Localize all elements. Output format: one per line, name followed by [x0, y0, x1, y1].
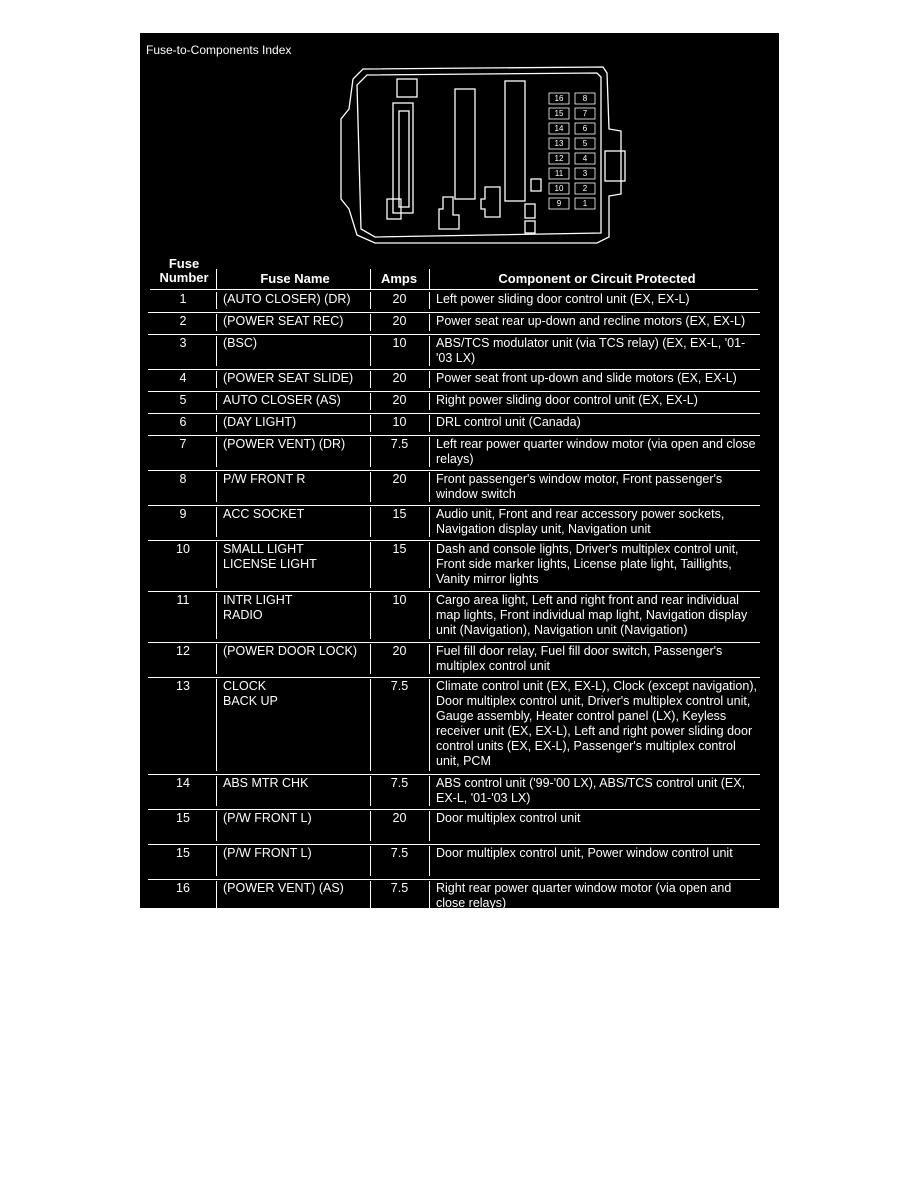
header-fuse-name: Fuse Name: [260, 271, 330, 286]
amps-cell: 10: [370, 593, 428, 639]
header-rule: [150, 289, 758, 290]
table-row: [148, 471, 760, 506]
fuse-slot-label: 16: [554, 94, 564, 103]
table-row: [148, 810, 760, 845]
fuse-slot-label: 2: [582, 184, 588, 193]
header-component: Component or Circuit Protected: [498, 271, 696, 286]
table-row: [148, 880, 760, 923]
component-cell: Climate control unit (EX, EX-L), Clock (except navigation), Door multiplex control unit, Driver's multiplex control unit, Gauge assembly, Heater control panel (LX), Keyless receiver unit (EX, EX-L), Left and right power sliding door control units (EX, EX-L), Passenger's multiplex control unit, PCM: [429, 679, 759, 771]
fuse-number-cell: 16: [176, 881, 190, 895]
table-row: [148, 592, 760, 643]
fuse-slot-label: 14: [554, 124, 564, 133]
table-row: [148, 436, 760, 471]
component-cell: Fuel fill door relay, Fuel fill door switch, Passenger's multiplex control unit: [429, 644, 759, 674]
fuse-number-cell: 7: [179, 437, 187, 451]
fuse-slot-label: 11: [554, 169, 564, 178]
component-cell: DRL control unit (Canada): [429, 415, 759, 432]
fuse-number-cell: 4: [179, 371, 187, 385]
fuse-name-cell: (DAY LIGHT): [216, 415, 368, 432]
component-cell: ABS/TCS modulator unit (via TCS relay) (EX, EX-L, '01-'03 LX): [429, 336, 759, 366]
header-divider: [216, 269, 217, 289]
amps-cell: 20: [370, 811, 428, 841]
fuse-slot-label: 4: [582, 154, 588, 163]
amps-cell: 7.5: [370, 679, 428, 771]
fuse-slot-label: 3: [582, 169, 588, 178]
fuse-slot-label: 6: [582, 124, 588, 133]
table-row: [148, 313, 760, 335]
header-divider: [370, 269, 371, 289]
header-fuse-number: Fuse Number: [159, 256, 209, 285]
fuse-number-cell: 3: [179, 336, 187, 350]
amps-cell: 7.5: [370, 437, 428, 467]
amps-cell: 7.5: [370, 846, 428, 876]
fuse-slot-label: 9: [556, 199, 562, 208]
component-cell: Door multiplex control unit: [429, 811, 759, 841]
fuse-name-cell: (POWER VENT) (DR): [216, 437, 368, 467]
header-amps: Amps: [380, 271, 418, 286]
component-cell: Left rear power quarter window motor (via open and close relays): [429, 437, 759, 467]
amps-cell: 20: [370, 644, 428, 674]
component-cell: Door multiplex control unit, Power window control unit: [429, 846, 759, 876]
fuse-number-cell: 1: [179, 292, 187, 306]
fuse-number-cell: 12: [176, 644, 190, 658]
fuse-name-cell: INTR LIGHT RADIO: [216, 593, 368, 639]
fuse-number-cell: 13: [176, 679, 190, 693]
fuse-slot-label: 5: [582, 139, 588, 148]
table-row: [148, 370, 760, 392]
fuse-box-diagram: [335, 59, 647, 249]
amps-cell: 20: [370, 292, 428, 309]
amps-cell: 20: [370, 314, 428, 331]
table-row: [148, 506, 760, 541]
fuse-slot-label: 8: [582, 94, 588, 103]
fuse-table: [148, 291, 760, 923]
amps-cell: 10: [370, 336, 428, 366]
fuse-name-cell: P/W FRONT R: [216, 472, 368, 502]
fuse-number-cell: 15: [176, 811, 190, 825]
component-cell: Power seat front up-down and slide motors (EX, EX-L): [429, 371, 759, 388]
fuse-name-cell: (POWER DOOR LOCK): [216, 644, 368, 674]
fuse-name-cell: SMALL LIGHT LICENSE LIGHT: [216, 542, 368, 588]
fuse-number-cell: 2: [179, 314, 187, 328]
fuse-name-cell: ABS MTR CHK: [216, 776, 368, 806]
fuse-name-cell: ACC SOCKET: [216, 507, 368, 537]
fuse-slot-label: 10: [554, 184, 564, 193]
component-cell: Audio unit, Front and rear accessory power sockets, Navigation display unit, Navigation unit: [429, 507, 759, 537]
table-row: [148, 643, 760, 678]
fuse-name-cell: (AUTO CLOSER) (DR): [216, 292, 368, 309]
amps-cell: 15: [370, 542, 428, 588]
amps-cell: 15: [370, 507, 428, 537]
header-divider: [429, 269, 430, 289]
fuse-slot-label: 12: [554, 154, 564, 163]
amps-cell: 10: [370, 415, 428, 432]
fuse-name-cell: (P/W FRONT L): [216, 846, 368, 876]
fuse-slot-label: 13: [554, 139, 564, 148]
fuse-number-cell: 5: [179, 393, 187, 407]
fuse-name-cell: AUTO CLOSER (AS): [216, 393, 368, 410]
amps-cell: 20: [370, 371, 428, 388]
fuse-number-cell: 10: [176, 542, 190, 556]
fuse-name-cell: CLOCK BACK UP: [216, 679, 368, 771]
component-cell: ABS control unit ('99-'00 LX), ABS/TCS control unit (EX, EX-L, '01-'03 LX): [429, 776, 759, 806]
amps-cell: 20: [370, 393, 428, 410]
table-row: [148, 678, 760, 775]
fuse-number-cell: 9: [179, 507, 187, 521]
page-title: Fuse-to-Components Index: [146, 43, 292, 57]
component-cell: Dash and console lights, Driver's multiplex control unit, Front side marker lights, License plate light, Taillights, Vanity mirror lights: [429, 542, 759, 588]
table-row: [148, 845, 760, 880]
fuse-number-cell: 6: [179, 415, 187, 429]
table-row: [148, 335, 760, 370]
amps-cell: 7.5: [370, 776, 428, 806]
component-cell: Right power sliding door control unit (EX, EX-L): [429, 393, 759, 410]
fuse-slot-label: 1: [582, 199, 588, 208]
table-row: [148, 541, 760, 592]
fuse-name-cell: (POWER SEAT SLIDE): [216, 371, 368, 388]
component-cell: Left power sliding door control unit (EX, EX-L): [429, 292, 759, 309]
fuse-name-cell: (POWER SEAT REC): [216, 314, 368, 331]
amps-cell: 7.5: [370, 881, 428, 919]
fuse-slot-label: 7: [582, 109, 588, 118]
fuse-name-cell: (POWER VENT) (AS): [216, 881, 368, 919]
fuse-number-cell: 14: [176, 776, 190, 790]
table-row: [148, 392, 760, 414]
table-row: [148, 775, 760, 810]
fuse-number-cell: 8: [179, 472, 187, 486]
component-cell: Power seat rear up-down and recline motors (EX, EX-L): [429, 314, 759, 331]
amps-cell: 20: [370, 472, 428, 502]
component-cell: Front passenger's window motor, Front passenger's window switch: [429, 472, 759, 502]
fuse-name-cell: (P/W FRONT L): [216, 811, 368, 841]
table-row: [148, 291, 760, 313]
fuse-number-cell: 11: [176, 593, 190, 607]
component-cell: Cargo area light, Left and right front and rear individual map lights, Front individual map light, Navigation display unit (Navigation), Navigation unit (Navigation): [429, 593, 759, 639]
table-row: [148, 414, 760, 436]
component-cell: Right rear power quarter window motor (via open and close relays): [429, 881, 759, 919]
fuse-name-cell: (BSC): [216, 336, 368, 366]
fuse-number-cell: 15: [176, 846, 190, 860]
fuse-slot-label: 15: [554, 109, 564, 118]
fuse-index-panel: [140, 33, 779, 908]
